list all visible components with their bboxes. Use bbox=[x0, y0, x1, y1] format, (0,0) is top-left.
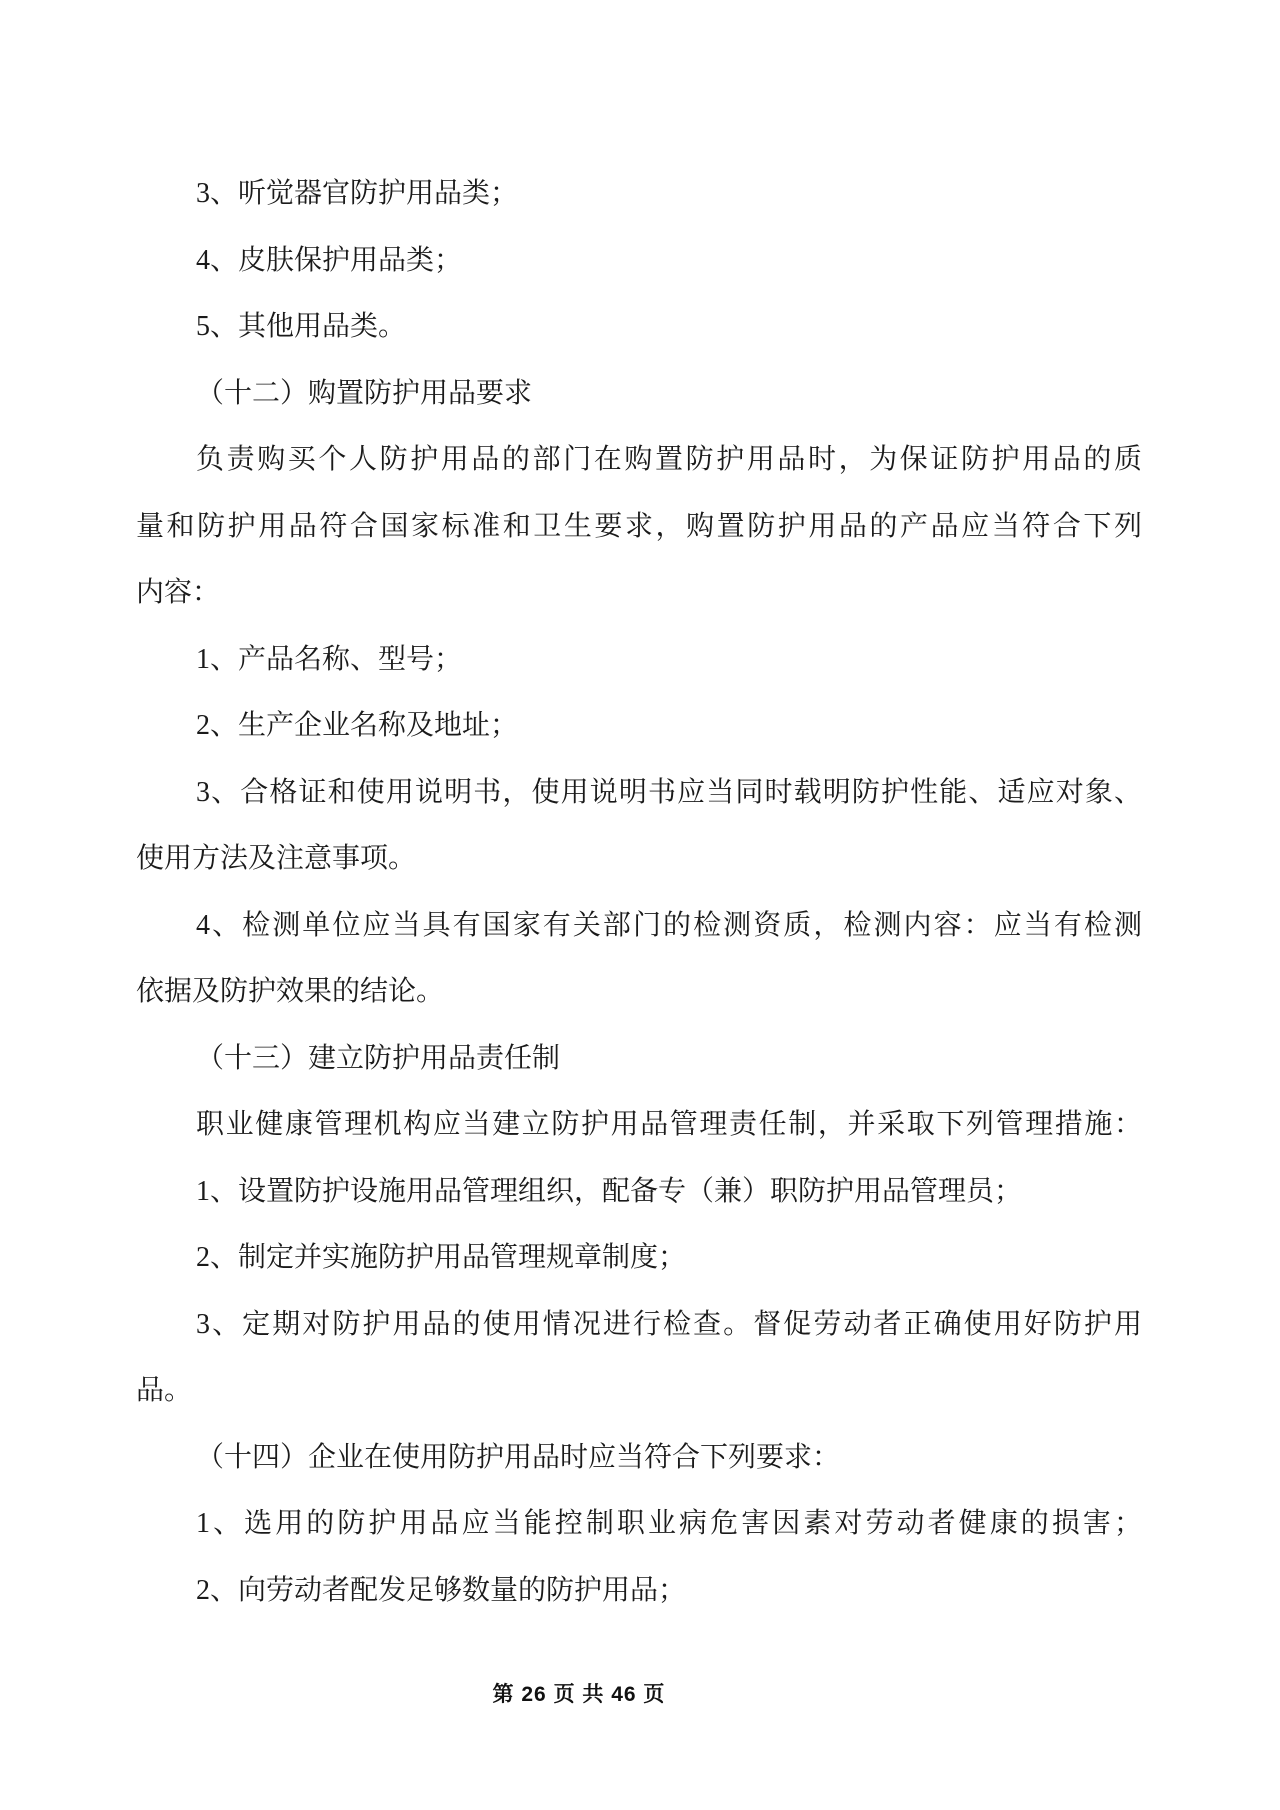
page-number-text: 第 26 页 共 46 页 bbox=[492, 1683, 666, 1706]
text-line: 4、皮肤保护用品类； bbox=[196, 244, 463, 276]
text-line: 使用方法及注意事项。 bbox=[136, 843, 417, 874]
text-line: 负责购买个人防护用品的部门在购置防护用品时，为保证防护用品的质 bbox=[196, 444, 1142, 475]
text-line: 2、向劳动者配发足够数量的防护用品； bbox=[196, 1574, 687, 1606]
text-line: 3、听觉器官防护用品类； bbox=[196, 178, 519, 209]
text-line: 依据及防护效果的结论。 bbox=[136, 976, 445, 1007]
text-line: 2、制定并实施防护用品管理规章制度； bbox=[196, 1242, 687, 1273]
page-footer bbox=[0, 1678, 1158, 1708]
text-line: （十二）购置防护用品要求 bbox=[196, 377, 533, 409]
text-line: 职业健康管理机构应当建立防护用品管理责任制，并采取下列管理措施： bbox=[196, 1109, 1142, 1140]
text-line: 3、合格证和使用说明书，使用说明书应当同时载明防护性能、适应对象、 bbox=[196, 776, 1142, 808]
text-line: 4、检测单位应当具有国家有关部门的检测资质，检测内容：应当有检测 bbox=[196, 909, 1142, 941]
text-line: 内容： bbox=[136, 577, 221, 608]
text-line: 品。 bbox=[136, 1375, 193, 1406]
text-line: 1、选用的防护用品应当能控制职业病危害因素对劳动者健康的损害； bbox=[196, 1508, 1142, 1539]
text-line: 1、设置防护设施用品管理组织，配备专（兼）职防护用品管理员； bbox=[196, 1175, 1023, 1207]
text-line: 2、生产企业名称及地址； bbox=[196, 710, 519, 741]
document-body bbox=[136, 161, 1142, 1624]
text-line: （十三）建立防护用品责任制 bbox=[196, 1042, 561, 1074]
text-line: （十四）企业在使用防护用品时应当符合下列要求： bbox=[196, 1441, 841, 1473]
text-line: 3、定期对防护用品的使用情况进行检查。督促劳动者正确使用好防护用 bbox=[196, 1308, 1142, 1340]
text-line: 量和防护用品符合国家标准和卫生要求，购置防护用品的产品应当符合下列 bbox=[136, 510, 1142, 542]
text-line: 5、其他用品类。 bbox=[196, 311, 407, 342]
text-line: 1、产品名称、型号； bbox=[196, 643, 463, 675]
